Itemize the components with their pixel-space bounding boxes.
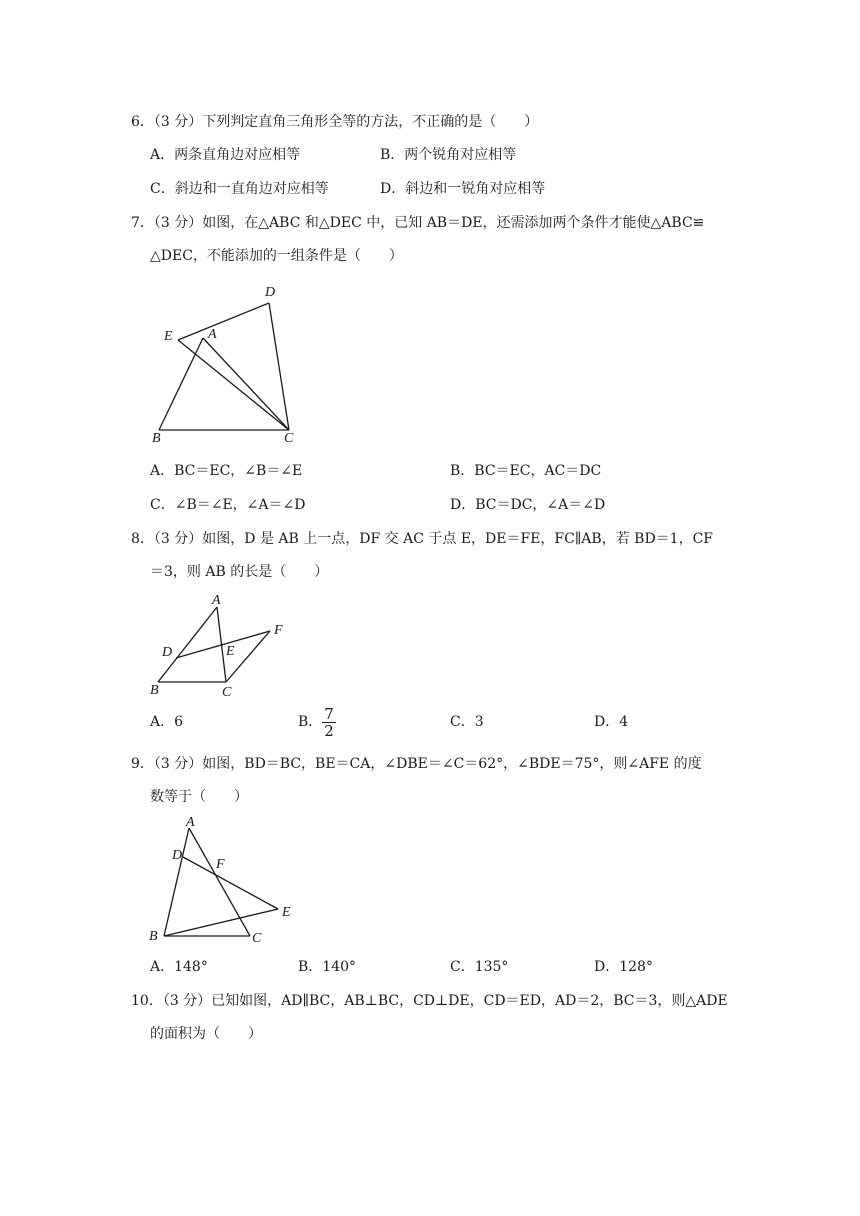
question-8-stem-line1: 8．（3 分）如图，D 是 AB 上一点，DF 交 AC 于点 E，DE＝FE，FC∥AB，若 BD＝1，CF	[131, 531, 713, 547]
point-label-e: E	[282, 905, 291, 920]
point-label-e: E	[226, 644, 235, 659]
question-text: 如图，在△ABC 和△DEC 中，已知 AB＝DE，还需添加两个条件才能使△ABC≌	[202, 215, 705, 231]
segment-ed	[178, 303, 269, 340]
option-b	[298, 705, 336, 739]
option-a: A．BC＝EC，∠B＝∠E	[150, 463, 303, 479]
point-label-b: B	[149, 929, 158, 944]
question-7-stem-line1: 7．（3 分）如图，在△ABC 和△DEC 中，已知 AB＝DE，还需添加两个条件才能使△ABC≌	[131, 215, 705, 231]
segment-ac	[189, 828, 250, 936]
fraction	[322, 706, 336, 739]
fraction-denominator: 2	[324, 721, 334, 740]
question-score: （3 分）	[153, 531, 203, 547]
point-label-a: A	[208, 327, 217, 342]
question-text: 下列判定直角三角形全等的方法，不正确的是（ ）	[202, 114, 539, 130]
question-text: 如图，D 是 AB 上一点，DF 交 AC 于点 E，DE＝FE，FC∥AB，若 BD＝1，CF	[202, 531, 713, 547]
question-score: （3 分）	[153, 756, 203, 772]
option-a: A．两条直角边对应相等	[150, 147, 301, 163]
option-c: C．3	[450, 714, 484, 730]
option-c: C．斜边和一直角边对应相等	[150, 181, 329, 197]
point-label-f: F	[216, 857, 225, 872]
option-b: B．两个锐角对应相等	[380, 147, 517, 163]
question-number: 10	[131, 993, 149, 1009]
point-label-f: F	[274, 623, 283, 638]
question-text: 如图，BD＝BC，BE＝CA，∠DBE＝∠C＝62°，∠BDE＝75°，则∠AFE 的度	[202, 756, 702, 772]
option-d: D．4	[594, 714, 629, 730]
question-7-figure	[140, 278, 320, 448]
question-text: 已知如图，AD∥BC，AB⊥BC，CD⊥DE，CD＝ED，AD＝2，BC＝3，则△ADE	[211, 993, 728, 1009]
segment-ec	[178, 340, 289, 430]
question-number: 7	[131, 215, 140, 231]
option-a: A．148°	[150, 959, 208, 975]
question-number: 9	[131, 756, 140, 772]
point-label-a: A	[186, 815, 195, 830]
point-label-e: E	[164, 329, 173, 344]
point-label-d: D	[265, 285, 276, 300]
question-8-stem-line2: ＝3，则 AB 的长是（ ）	[150, 564, 329, 580]
point-label-c: C	[222, 685, 232, 700]
option-b-prefix: B．	[298, 714, 323, 730]
question-7-stem-line2: △DEC，不能添加的一组条件是（ ）	[150, 248, 403, 264]
point-label-d: D	[172, 848, 183, 863]
option-d: D．128°	[594, 959, 653, 975]
question-10-stem-line1: 10．（3 分）已知如图，AD∥BC，AB⊥BC，CD⊥DE，CD＝ED，AD＝2，BC＝3，则△ADE	[131, 993, 728, 1009]
point-label-d: D	[162, 645, 173, 660]
point-label-b: B	[150, 683, 159, 698]
question-score: （3 分）	[153, 215, 203, 231]
question-10-stem-line2: 的面积为（ ）	[150, 1026, 262, 1042]
point-label-a: A	[212, 593, 221, 608]
question-9-stem-line2: 数等于（ ）	[150, 789, 248, 805]
segment-ba	[164, 828, 189, 936]
question-score: （3 分）	[153, 114, 203, 130]
option-c: C．135°	[450, 959, 509, 975]
option-b: B．140°	[298, 959, 357, 975]
option-c: C．∠B＝∠E，∠A＝∠D	[150, 497, 306, 513]
point-label-c: C	[252, 931, 262, 946]
question-number: 6	[131, 114, 140, 130]
question-number: 8	[131, 531, 140, 547]
segment-ba	[159, 338, 203, 430]
question-6-stem: 6．（3 分）下列判定直角三角形全等的方法，不正确的是（ ）	[131, 114, 539, 130]
option-d: D．斜边和一锐角对应相等	[380, 181, 546, 197]
question-9-stem-line1: 9．（3 分）如图，BD＝BC，BE＝CA，∠DBE＝∠C＝62°，∠BDE＝75°，则∠AFE 的度	[131, 756, 702, 772]
point-label-b: B	[152, 431, 161, 446]
question-score: （3 分）	[162, 993, 212, 1009]
point-label-c: C	[284, 431, 294, 446]
option-a: A．6	[150, 714, 184, 730]
fraction-numerator: 7	[324, 704, 334, 723]
option-b: B．BC＝EC，AC＝DC	[450, 463, 602, 479]
option-d: D．BC＝DC，∠A＝∠D	[450, 497, 606, 513]
question-9-figure	[140, 812, 300, 947]
question-8-figure	[140, 590, 300, 702]
